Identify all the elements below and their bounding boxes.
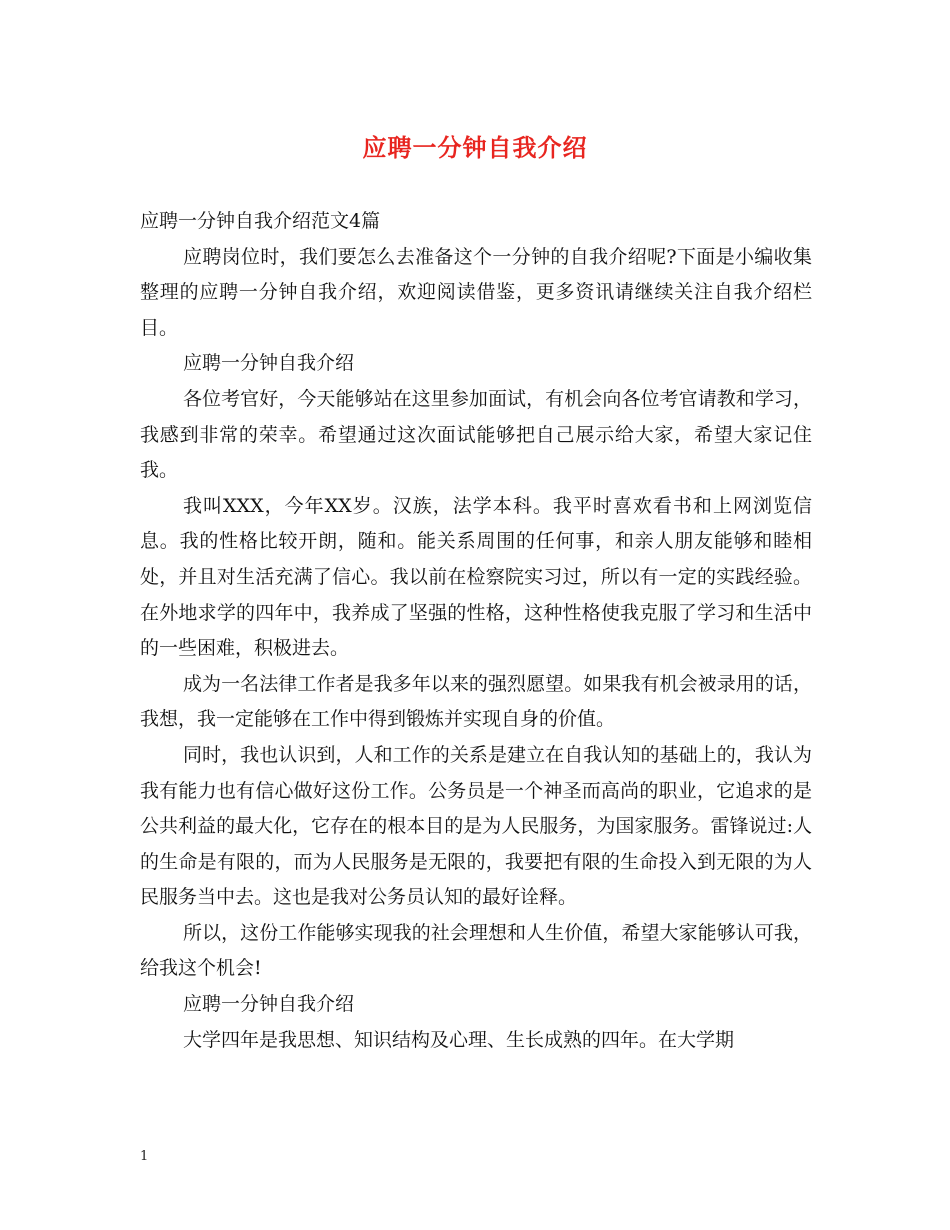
document-body	[140, 204, 812, 1058]
paragraph: 我叫XXX，今年XX岁。汉族，法学本科。我平时喜欢看书和上网浏览信息。我的性格比较开朗，随和。能关系周围的任何事，和亲人朋友能够和睦相处，并且对生活充满了信心。我以前在检察院实习过，所以有一定的实践经验。在外地求学的四年中，我养成了坚强的性格，这种性格使我克服了学习和生活中的一些困难，积极进去。	[140, 494, 812, 660]
section-heading: 应聘一分钟自我介绍	[183, 352, 355, 375]
paragraph: 所以，这份工作能够实现我的社会理想和人生价值，希望大家能够认可我，给我这个机会!	[140, 921, 812, 980]
paragraph: 应聘岗位时，我们要怎么去准备这个一分钟的自我介绍呢?下面是小编收集整理的应聘一分钟自我介绍，欢迎阅读借鉴，更多资讯请继续关注自我介绍栏目。	[140, 245, 812, 339]
section-heading: 应聘一分钟自我介绍	[183, 993, 355, 1016]
paragraph: 应聘一分钟自我介绍范文4篇	[140, 210, 381, 232]
paragraph: 成为一名法律工作者是我多年以来的强烈愿望。如果我有机会被录用的话，我想，我一定能够在工作中得到锻炼并实现自身的价值。	[140, 672, 812, 731]
document-title: 应聘一分钟自我介绍	[362, 133, 588, 162]
paragraph: 大学四年是我思想、知识结构及心理、生长成熟的四年。在大学期	[183, 1028, 735, 1051]
paragraph: 同时，我也认识到，人和工作的关系是建立在自我认知的基础上的，我认为我有能力也有信心做好这份工作。公务员是一个神圣而高尚的职业，它追求的是公共利益的最大化，它存在的根本目的是为人民服务，为国家服务。雷锋说过:人的生命是有限的，而为人民服务是无限的，我要把有限的生命投入到无限的为人民服务当中去。这也是我对公务员认知的最好诠释。	[140, 743, 812, 909]
page-number: 1	[140, 1149, 149, 1164]
paragraph: 各位考官好，今天能够站在这里参加面试，有机会向各位考官请教和学习，我感到非常的荣幸。希望通过这次面试能够把自己展示给大家，希望大家记住我。	[140, 387, 812, 482]
